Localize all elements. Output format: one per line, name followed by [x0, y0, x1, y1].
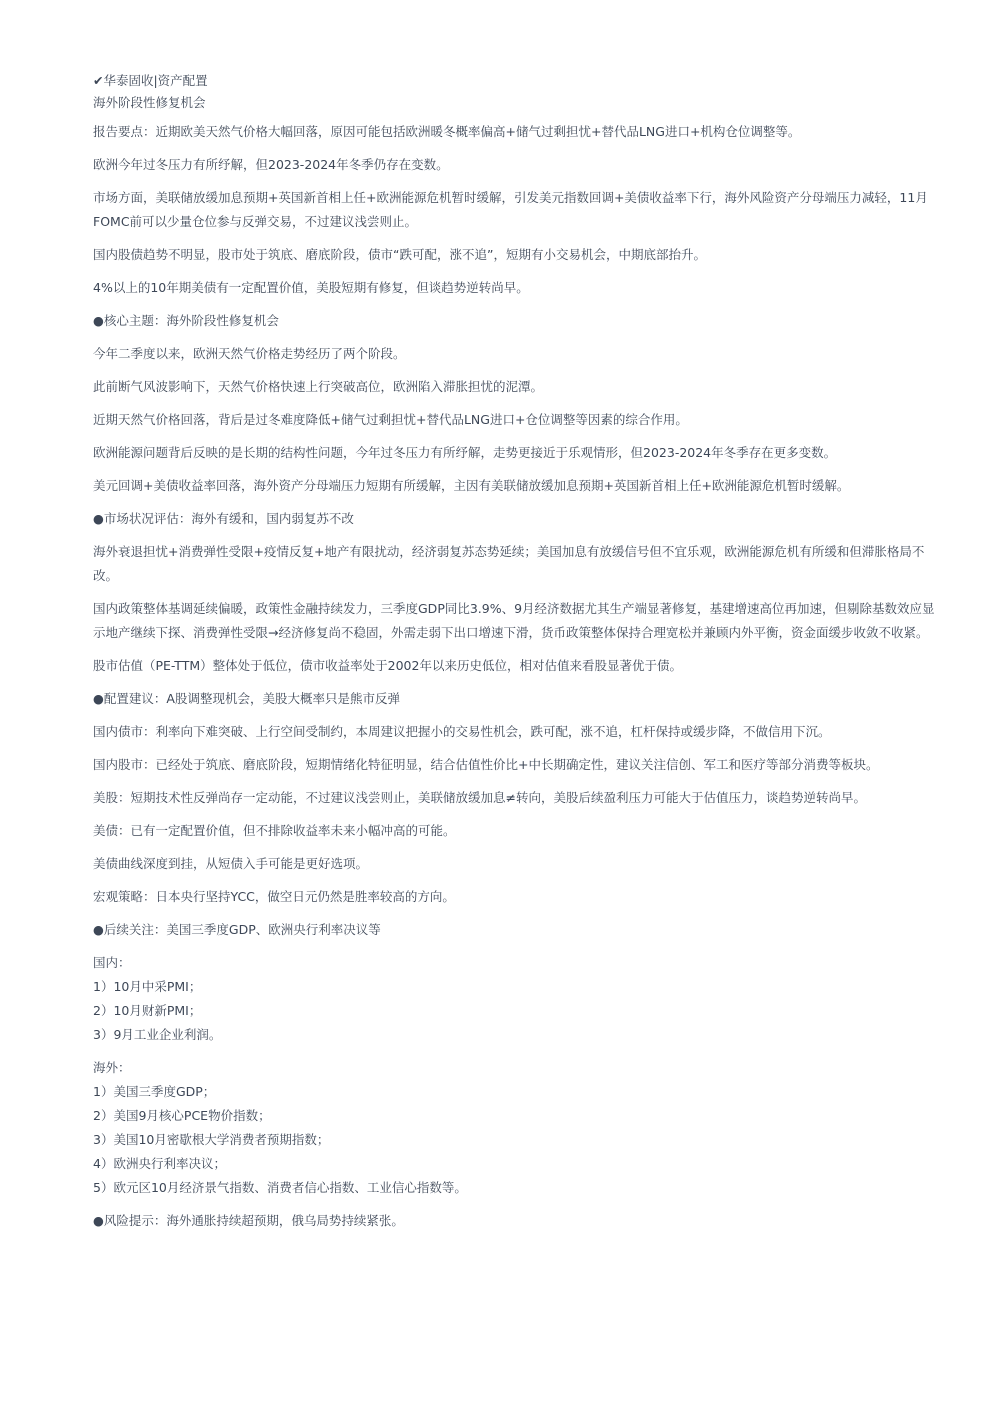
list-item: 2）美国9月核心PCE物价指数；	[93, 1108, 271, 1123]
paragraph: 近期天然气价格回落，背后是过冬难度降低+储气过剩担忧+替代品LNG进口+仓位调整等因素的综合作用。	[93, 412, 688, 427]
paragraph: 市场方面，美联储放缓加息预期+英国新首相上任+欧洲能源危机暂时缓解，引发美元指数回调+美债收益率下行，海外风险资产分母端压力减轻，11月FOMC前可以少量仓位参与反弹交易，不过建议浅尝则止。	[93, 190, 928, 229]
section-heading-risk: ●风险提示：海外通胀持续超预期，俄乌局势持续紧张。	[93, 1213, 404, 1228]
section-heading-core-theme: ●核心主题：海外阶段性修复机会	[93, 313, 279, 328]
paragraph: 股市估值（PE-TTM）整体处于低位，债市收益率处于2002年以来历史低位，相对估值来看股显著优于债。	[93, 658, 682, 673]
list-item: 3）美国10月密歇根大学消费者预期指数；	[93, 1132, 330, 1147]
paragraph: 4%以上的10年期美债有一定配置价值，美股短期有修复，但谈趋势逆转尚早。	[93, 280, 529, 295]
paragraph: 海外衰退担忧+消费弹性受限+疫情反复+地产有限扰动，经济弱复苏态势延续；美国加息有放缓信号但不宜乐观，欧洲能源危机有所缓和但滞胀格局不改。	[93, 544, 925, 583]
paragraph: 欧洲今年过冬压力有所纾解，但2023-2024年冬季仍存在变数。	[93, 157, 449, 172]
summary-paragraph: 报告要点：近期欧美天然气价格大幅回落，原因可能包括欧洲暖冬概率偏高+储气过剩担忧+替代品LNG进口+机构仓位调整等。	[93, 124, 801, 139]
paragraph: 宏观策略：日本央行坚持YCC，做空日元仍然是胜率较高的方向。	[93, 889, 455, 904]
section-heading-allocation: ●配置建议：A股调整现机会，美股大概率只是熊市反弹	[93, 691, 400, 706]
paragraph: 国内债市：利率向下难突破、上行空间受制约，本周建议把握小的交易性机会，跌可配，涨不追，杠杆保持或缓步降，不做信用下沉。	[93, 724, 831, 739]
list-item: 3）9月工业企业利润。	[93, 1027, 222, 1042]
paragraph: 国内政策整体基调延续偏暖，政策性金融持续发力，三季度GDP同比3.9%、9月经济数据尤其生产端显著修复，基建增速高位再加速，但剔除基数效应显示地产继续下探、消费弹性受限→经济修复尚不稳固，外需走弱下出口增速下滑，货币政策整体保持合理宽松并兼顾内外平衡，资金面缓步收敛不收紧。	[93, 601, 935, 640]
list-item: 5）欧元区10月经济景气指数、消费者信心指数、工业信心指数等。	[93, 1180, 467, 1195]
paragraph: 今年二季度以来，欧洲天然气价格走势经历了两个阶段。	[93, 346, 406, 361]
list-title: 国内：	[93, 955, 131, 970]
list-item: 1）10月中采PMI；	[93, 979, 202, 994]
document-header	[93, 70, 942, 114]
section-heading-follow-up: ●后续关注：美国三季度GDP、欧洲央行利率决议等	[93, 922, 381, 937]
list-item: 1）美国三季度GDP；	[93, 1084, 216, 1099]
paragraph: 此前断气风波影响下，天然气价格快速上行突破高位，欧洲陷入滞胀担忧的泥潭。	[93, 379, 544, 394]
paragraph: 欧洲能源问题背后反映的是长期的结构性问题，今年过冬压力有所纾解，走势更接近于乐观情形，但2023-2024年冬季存在更多变数。	[93, 445, 837, 460]
list-title: 海外：	[93, 1060, 131, 1075]
paragraph: 美债：已有一定配置价值，但不排除收益率未来小幅冲高的可能。	[93, 823, 456, 838]
section-heading-market-assessment: ●市场状况评估：海外有缓和，国内弱复苏不改	[93, 511, 354, 526]
paragraph: 国内股债趋势不明显，股市处于筑底、磨底阶段，债市“跌可配，涨不追”，短期有小交易机会，中期底部抬升。	[93, 247, 706, 262]
document-title: 海外阶段性修复机会	[93, 95, 206, 110]
overseas-list	[93, 1056, 942, 1200]
body-text	[93, 120, 942, 1233]
list-item: 4）欧洲央行利率决议；	[93, 1156, 226, 1171]
paragraph: 美股：短期技术性反弹尚存一定动能，不过建议浅尝则止，美联储放缓加息≠转向，美股后续盈利压力可能大于估值压力，谈趋势逆转尚早。	[93, 790, 866, 805]
domestic-list	[93, 951, 942, 1047]
source-tag: ✔华泰固收|资产配置	[93, 73, 208, 88]
paragraph: 美债曲线深度到挂，从短债入手可能是更好选项。	[93, 856, 369, 871]
list-item: 2）10月财新PMI；	[93, 1003, 202, 1018]
paragraph: 美元回调+美债收益率回落，海外资产分母端压力短期有所缓解，主因有美联储放缓加息预期+英国新首相上任+欧洲能源危机暂时缓解。	[93, 478, 850, 493]
paragraph: 国内股市：已经处于筑底、磨底阶段，短期情绪化特征明显，结合估值性价比+中长期确定性，建议关注信创、军工和医疗等部分消费等板块。	[93, 757, 879, 772]
